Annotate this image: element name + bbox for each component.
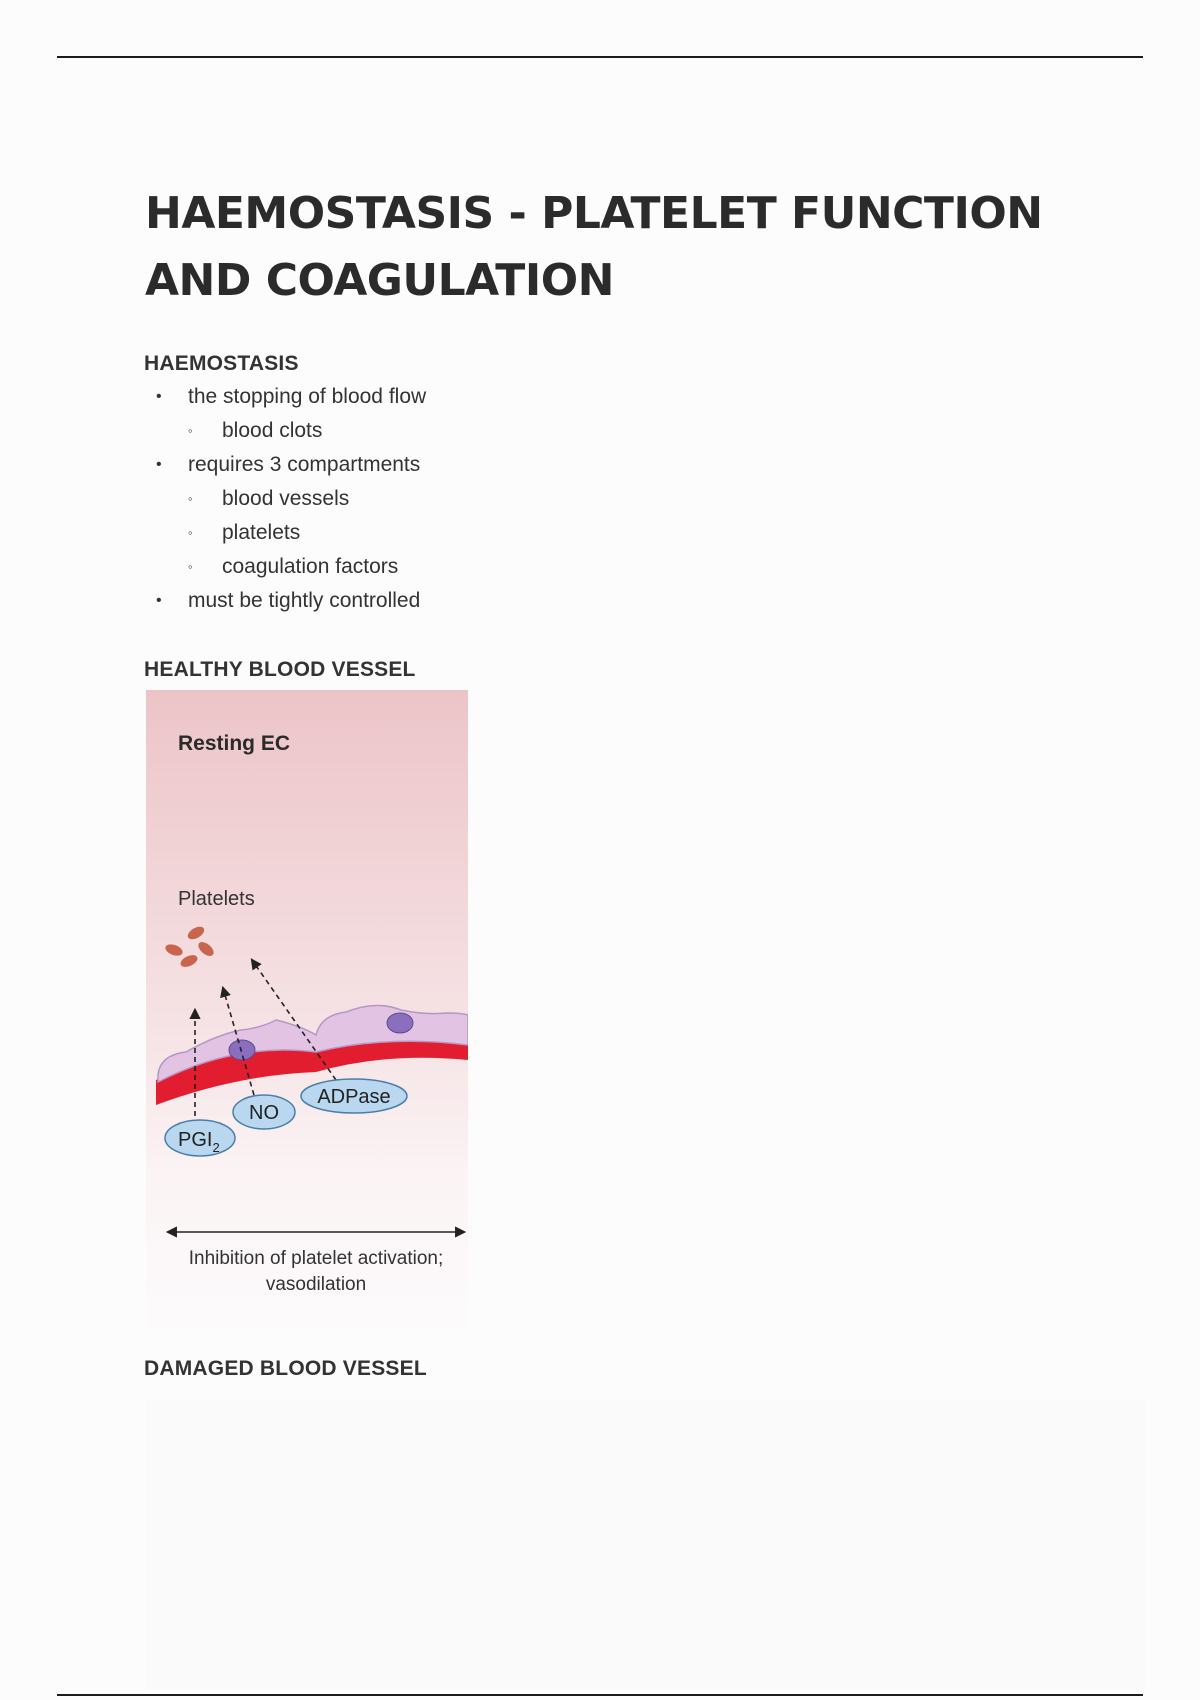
section-heading-damaged: DAMAGED BLOOD VESSEL: [144, 1357, 427, 1380]
list-item: ◦ blood vessels: [144, 482, 426, 516]
figure-background: [146, 690, 468, 1330]
no-bubble: [233, 1095, 295, 1129]
figure-caption-line2: vasodilation: [265, 1274, 367, 1295]
list-item: • must be tightly controlled: [144, 584, 426, 618]
list-item: ◦ coagulation factors: [144, 550, 426, 584]
list-item: • the stopping of blood flow: [144, 380, 426, 414]
figure-caption-line1: Inhibition of platelet activation;: [188, 1248, 444, 1269]
sub-bullet-icon: ◦: [188, 525, 193, 540]
top-rule: [57, 56, 1143, 58]
list-item: • requires 3 compartments: [144, 448, 426, 482]
list-item: ◦ platelets: [144, 516, 426, 550]
svg-text:PGI2: $PGI_2$: [178, 1129, 220, 1155]
bullet-icon: •: [156, 592, 162, 609]
sub-bullet-icon: ◦: [188, 423, 193, 438]
bullet-icon: •: [156, 388, 162, 405]
platelets-label: Platelets: [178, 888, 255, 910]
resting-ec-label: Resting EC: [178, 732, 291, 755]
resting-endothelium-figure: [146, 690, 468, 1330]
damaged-figure-placeholder: [146, 1400, 1146, 1690]
page-title: HAEMOSTASIS - PLATELET FUNCTION AND COAGULATION: [145, 188, 1043, 306]
bottom-rule: [57, 1694, 1143, 1696]
pgi2-bubble: [165, 1120, 235, 1156]
adpase-bubble: [301, 1079, 407, 1113]
sub-bullet-icon: ◦: [188, 491, 193, 506]
sub-bullet-icon: ◦: [188, 559, 193, 574]
section-heading-healthy: HEALTHY BLOOD VESSEL: [144, 658, 416, 681]
svg-text:ADPase: ADPase: [317, 1086, 391, 1108]
list-item: ◦ blood clots: [144, 414, 426, 448]
nucleus-icon: [229, 1040, 255, 1060]
bullet-icon: •: [156, 456, 162, 473]
svg-text:NO: NO: [249, 1102, 279, 1124]
haemostasis-list: [144, 380, 426, 618]
section-heading-haemostasis: HAEMOSTASIS: [144, 352, 299, 375]
nucleus-icon: [387, 1013, 413, 1033]
